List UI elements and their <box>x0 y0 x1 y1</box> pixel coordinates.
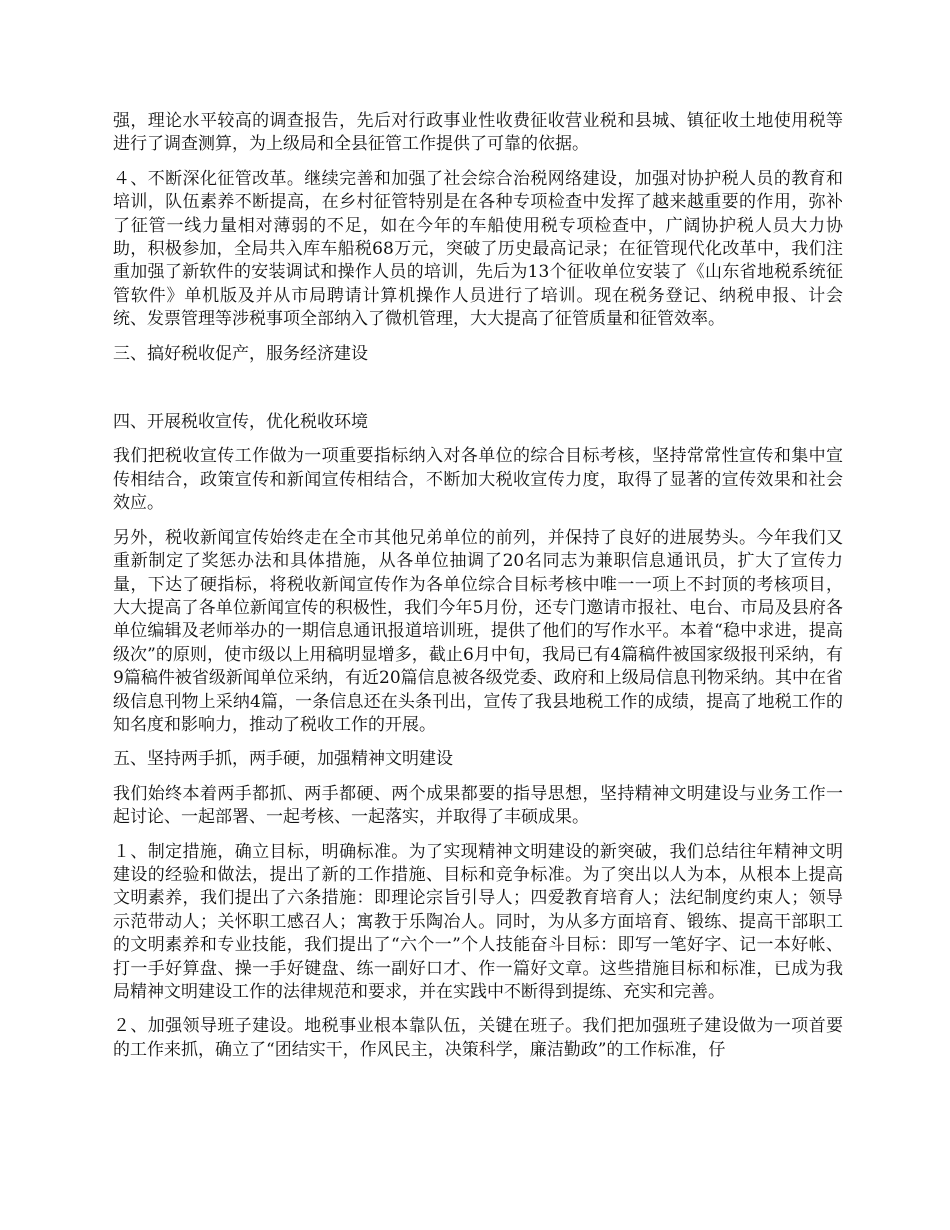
paragraph-tax-publicity: 我们把税收宣传工作做为一项重要指标纳入对各单位的综合目标考核，坚持常常性宣传和集中宣传相结合，政策宣传和新闻宣传相结合，不断加大税收宣传力度，取得了显著的宣传效果和社会效应。 <box>113 446 843 514</box>
paragraph-survey-report: 强，理论水平较高的调查报告，先后对行政事业性收费征收营业税和县城、镇征收土地使用税等进行了调查测算，为上级局和全县征管工作提供了可靠的依据。 <box>113 111 843 155</box>
section-spacer <box>113 377 843 411</box>
document-page <box>113 110 843 1073</box>
paragraph-leadership-building: ２、加强领导班子建设。地税事业根本靠队伍，关键在班子。我们把加强班子建设做为一项首要的工作来抓，确立了“团结实干，作风民主，决策科学，廉洁勤政”的工作标准，仔 <box>113 1016 843 1060</box>
section-heading-three: 三、搞好税收促产，服务经济建设 <box>113 343 368 364</box>
paragraph-news-publicity: 另外，税收新闻宣传始终走在全市其他兄弟单位的前列，并保持了良好的进展势头。今年我们又重新制定了奖惩办法和具体措施，从各单位抽调了20名同志为兼职信息通讯员，扩大了宣传力量，下达了硬指标，将税收新闻宣传作为各单位综合目标考核中唯一一项上不封顶的考核项目，大大提高了各单位新闻宣传的积极性，我们今年5月份，还专门邀请市报社、电台、市局及县府各单位编辑及老师举办的一期信息通讯报道培训班，提供了他们的写作水平。本着“稳中求进，提高级次”的原则，使市级以上用稿明显增多，截止6月中旬，我局已有4篇稿件被国家级报刊采纳，有9篇稿件被省级新闻单位采纳，有近20篇信息被各级党委、政府和上级局信息刊物采纳。其中在省级信息刊物上采纳4篇，一条信息还在头条刊出，宣传了我县地税工作的成绩，提高了地税工作的知名度和影响力，推动了税收工作的开展。 <box>113 527 843 735</box>
paragraph-measures-goals: １、制定措施，确立目标，明确标准。为了实现精神文明建设的新突破，我们总结往年精神文明建设的经验和做法，提出了新的工作措施、目标和竞争标准。为了突出以人为本，从根本上提高文明素养，我们提出了六条措施：即理论宗旨引导人；四爱教育培育人；法纪制度约束人；领导示范带动人；关怀职工感召人；寓教于乐陶冶人。同时，为从多方面培育、锻练、提高干部职工的文明素养和专业技能，我们提出了“六个一”个人技能奋斗目标：即写一笔好字、记一本好帐、打一手好算盘、操一手好键盘、练一副好口才、作一篇好文章。这些措施目标和标准，已成为我局精神文明建设工作的法律规范和要求，并在实践中不断得到提练、充实和完善。 <box>113 841 843 1002</box>
paragraph-guiding-thought: 我们始终本着两手都抓、两手都硬、两个成果都要的指导思想，坚持精神文明建设与业务工作一起讨论、一起部署、一起考核、一起落实，并取得了丰硕成果。 <box>113 783 843 828</box>
paragraph-deepen-tax-reform: ４、不断深化征管改革。继续完善和加强了社会综合治税网络建设，加强对协护税人员的教育和培训，队伍素养不断提高，在乡村征管特别是在各种专项检查中发挥了越来越重要的作用，弥补了征管一线力量相对薄弱的不足，如在今年的车船使用税专项检查中，广阔协护税人员大力协助，积极参加，全局共入库车船税68万元，突破了历史最高记录；在征管现代化改革中，我们注重加强了新软件的安装调试和操作人员的培训，先后为13个征收单位安装了《山东省地税系统征管软件》单机版及并从市局聘请计算机操作人员进行了培训。现在税务登记、纳税申报、计会统、发票管理等涉税事项全部纳入了微机管理，大大提高了征管质量和征管效率。 <box>113 168 843 330</box>
section-heading-four: 四、开展税收宣传，优化税收环境 <box>113 412 368 433</box>
section-heading-five: 五、坚持两手抓，两手硬，加强精神文明建设 <box>113 749 453 770</box>
